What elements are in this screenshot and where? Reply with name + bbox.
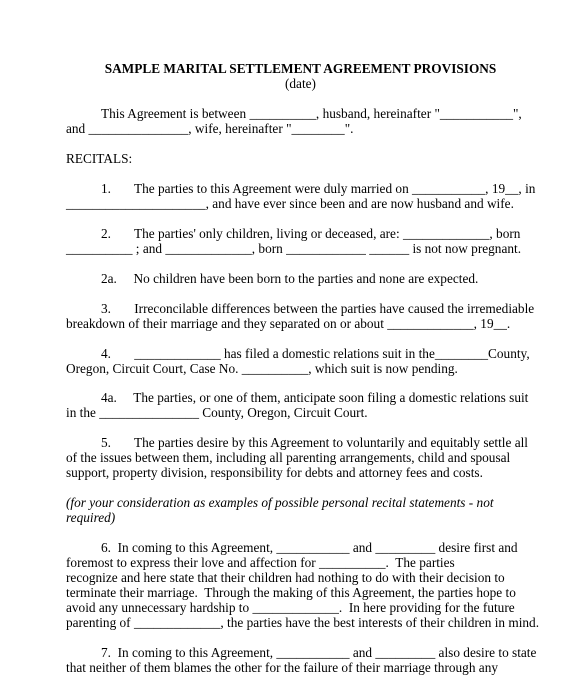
note-line-1: (for your consideration as examples of possible personal recital statements - not — [66, 495, 494, 510]
recital-6-line-1: 6. In coming to this Agreement, ___________ and _________ desire first and — [101, 540, 518, 555]
recitals-heading: RECITALS: — [66, 151, 133, 166]
recital-6-line-5: avoid any unnecessary hardship to _____________. In here providing for the future — [66, 600, 515, 615]
recital-2-line-1: 2. The parties' only children, living or deceased, are: _____________, born — [101, 226, 521, 241]
recital-6-line-3: recognize and here state that their children had nothing to do with their decision to — [66, 570, 505, 585]
intro-line-2: and _______________, wife, hereinafter "________". — [66, 121, 354, 136]
document-title: SAMPLE MARITAL SETTLEMENT AGREEMENT PROVISIONS — [104, 61, 497, 76]
document-subtitle: (date) — [284, 76, 316, 91]
recital-6-line-4: terminate their marriage. Through the making of this Agreement, the parties hope to — [66, 585, 516, 600]
recital-6-line-2: foremost to express their love and affection for __________. The parties — [66, 555, 455, 570]
recital-4a-line-1: 4a. The parties, or one of them, anticipate soon filing a domestic relations suit — [101, 390, 529, 405]
recital-7-line-1: 7. In coming to this Agreement, ___________ and _________ also desire to state — [101, 645, 537, 660]
recital-4a-line-2: in the _______________ County, Oregon, Circuit Court. — [66, 405, 368, 420]
recital-1-line-2: _____________________, and have ever since been and are now husband and wife. — [66, 196, 514, 211]
recital-7-line-2: that neither of them blames the other for the failure of their marriage through any — [66, 660, 498, 675]
recital-4-line-2: Oregon, Circuit Court, Case No. __________, which suit is now pending. — [66, 361, 458, 376]
recital-6-line-6: parenting of _____________, the parties have the best interests of their children in mind. — [66, 615, 540, 630]
recital-5-line-2: of the issues between them, including all parenting arrangements, child and spousal — [66, 450, 511, 465]
recital-4-line-1: 4. _____________ has filed a domestic relations suit in the________County, — [101, 346, 530, 361]
recital-5-line-1: 5. The parties desire by this Agreement to voluntarily and equitably settle all — [101, 435, 528, 450]
recital-5-line-3: support, property division, responsibility for debts and attorney fees and costs. — [66, 465, 483, 480]
recital-2a: 2a. No children have been born to the parties and none are expected. — [101, 271, 479, 286]
intro-line-1: This Agreement is between __________, husband, hereinafter "___________", — [101, 106, 522, 121]
recital-1-line-1: 1. The parties to this Agreement were duly married on ___________, 19__, in — [101, 181, 536, 196]
recital-3-line-2: breakdown of their marriage and they separated on or about _____________, 19__. — [66, 316, 511, 331]
recital-3-line-1: 3. Irreconcilable differences between the parties have caused the irremediable — [101, 301, 535, 316]
note-line-2: required) — [66, 510, 116, 525]
recital-2-line-2: __________ ; and _____________, born ____________ ______ is not now pregnant. — [66, 241, 522, 256]
